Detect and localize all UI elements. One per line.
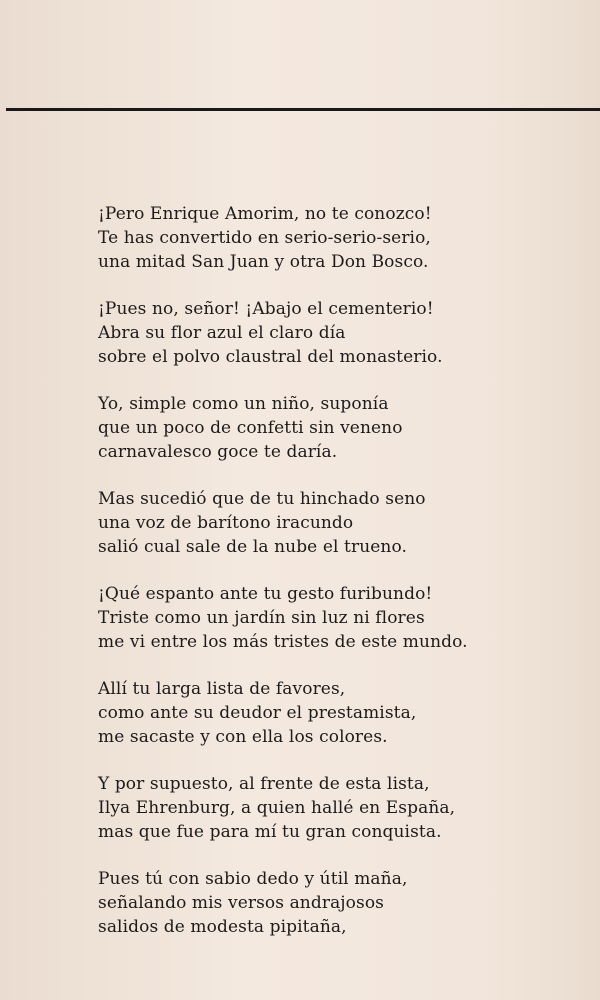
poem-line: carnavalesco goce te daría.	[98, 442, 338, 462]
poem-line: una voz de barítono iracundo	[98, 513, 354, 533]
poem-line: Allí tu larga lista de favores,	[98, 679, 346, 699]
poem-line: Te has convertido en serio-serio-serio,	[98, 228, 431, 248]
poem-line: Yo, simple como un niño, suponía	[98, 394, 389, 414]
poem-line: ¡Pues no, señor! ¡Abajo el cementerio!	[98, 299, 434, 319]
stanza-8	[98, 867, 558, 939]
poem-line: Y por supuesto, al frente de esta lista,	[98, 774, 430, 794]
poem	[98, 202, 558, 962]
poem-line: como ante su deudor el prestamista,	[98, 703, 417, 723]
stanza-6	[98, 677, 558, 749]
stanza-1	[98, 202, 558, 274]
stanza-2	[98, 297, 558, 369]
poem-line: me sacaste y con ella los colores.	[98, 727, 388, 747]
poem-line: salidos de modesta pipitaña,	[98, 917, 347, 937]
poem-line: que un poco de confetti sin veneno	[98, 418, 403, 438]
stanza-5	[98, 582, 558, 654]
poem-line: una mitad San Juan y otra Don Bosco.	[98, 252, 429, 272]
poem-line: Abra su flor azul el claro día	[98, 323, 346, 343]
poem-line: Pues tú con sabio dedo y útil maña,	[98, 869, 408, 889]
poem-line: Triste como un jardín sin luz ni flores	[98, 608, 425, 628]
poem-line: señalando mis versos andrajosos	[98, 893, 384, 913]
poem-line: me vi entre los más tristes de este mundo.	[98, 632, 468, 652]
top-rule	[6, 108, 600, 111]
stanza-3	[98, 392, 558, 464]
poem-line: salió cual sale de la nube el trueno.	[98, 537, 408, 557]
stanza-4	[98, 487, 558, 559]
poem-line: mas que fue para mí tu gran conquista.	[98, 822, 442, 842]
stanza-7	[98, 772, 558, 844]
poem-line: ¡Pero Enrique Amorim, no te conozco!	[98, 204, 432, 224]
poem-line: sobre el polvo claustral del monasterio.	[98, 347, 443, 367]
poem-line: ¡Qué espanto ante tu gesto furibundo!	[98, 584, 433, 604]
poem-line: Mas sucedió que de tu hinchado seno	[98, 489, 426, 509]
poem-line: Ilya Ehrenburg, a quien hallé en España,	[98, 798, 456, 818]
